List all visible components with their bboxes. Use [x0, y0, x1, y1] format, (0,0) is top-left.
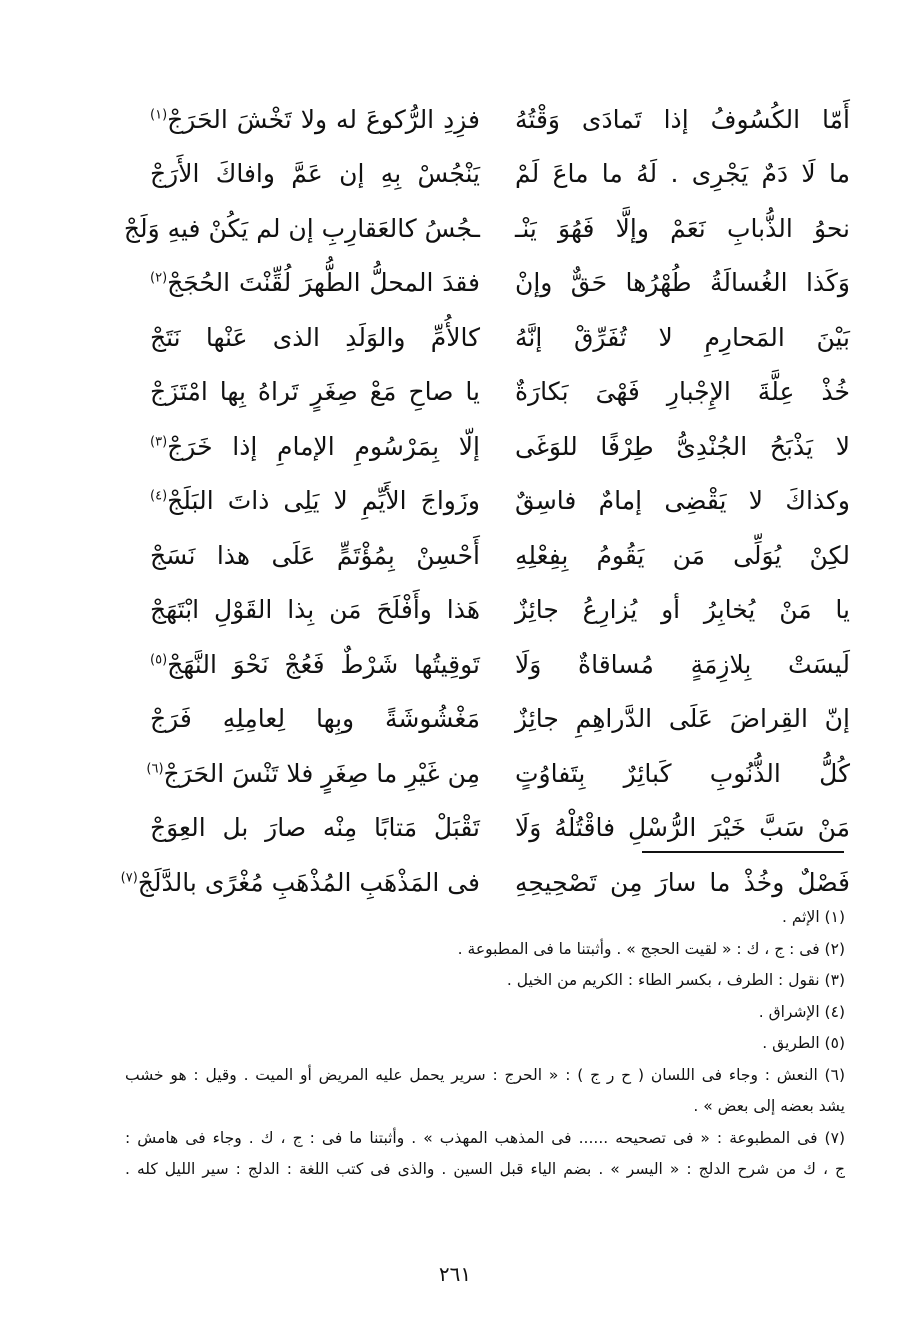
second-hemistich	[150, 431, 480, 461]
first-hemistich: إنّ القِراضَ عَلَى الدَّراهِمِ جائِزٌ	[515, 704, 850, 734]
footnote-marker: (٤)	[150, 488, 168, 504]
footnote-line: (٥) الطريق .	[762, 1034, 845, 1052]
second-hemistich	[150, 649, 480, 679]
second-hemistich-text: تَوقِيتُها شَرْطٌ فَعُجْ نَحْوَ النَّهَجْ	[167, 649, 480, 679]
second-hemistich	[150, 540, 480, 570]
second-hemistich-text: مَغْشُوشَةً وبِها لِعامِلِهِ فَرَجْ	[150, 704, 480, 734]
verse-line	[150, 474, 850, 529]
footnote-line: ج ، ك من شرح الدلج : « اليسر » . بضم الياء قبل السين . والذى فى كتب اللغة : الدلج : سير الليل كله .	[125, 1160, 845, 1178]
second-hemistich-text: تَقْبَلْ مَتابًا مِنْه صارَ بل العِوَجْ	[150, 813, 480, 843]
footnote-divider	[642, 851, 844, 853]
first-hemistich: بَيْنَ المَحارِمِ لا تُفَرِّقْ إنَّهُ	[515, 322, 850, 352]
footnote-line: يشد بعضه إلى بعض » .	[693, 1097, 845, 1115]
second-hemistich-text: هَذا وأَفْلَحَ مَن بِذا القَوْلِ ابْتَهَجْ	[150, 595, 480, 625]
verse-line	[150, 365, 850, 420]
footnote-line: (٣) نقول : الطرف ، بكسر الطاء : الكريم من الخيل .	[506, 971, 845, 989]
second-hemistich	[150, 268, 480, 298]
first-hemistich: فَصْلٌ وخُذْ ما سارَ مِن تَصْحِيحِهِ	[515, 867, 850, 897]
verse-line	[150, 801, 850, 856]
verse-line	[146, 746, 850, 801]
second-hemistich	[150, 322, 480, 352]
second-hemistich	[150, 813, 480, 843]
first-hemistich: لكِنْ يُوَلِّى مَن يَقُومُ بِفِعْلِهِ	[515, 540, 850, 570]
first-hemistich: خُذْ عِلَّةَ الإِجْبارِ فَهْىَ بَكارَةٌ	[515, 377, 850, 407]
second-hemistich	[150, 595, 480, 625]
first-hemistich: نحوُ الذُّبابِ نَعَمْ وإلَّا فَهُوَ يَنْـ	[515, 213, 850, 243]
second-hemistich-text: كالأُمِّ والوَلَدِ الذى عَنْها نَتَجْ	[150, 322, 480, 352]
second-hemistich-text: ـجُسُ كالعَقارِبِ إن لم يَكُنْ فيهِ وَلَجْ	[123, 213, 480, 243]
second-hemistich	[150, 159, 480, 189]
verse-line	[150, 310, 850, 365]
verse-line	[150, 637, 850, 692]
first-hemistich: كُلُّ الذُّنُوبِ كَبائِرٌ بِتَفاوُتٍ	[515, 758, 850, 788]
footnote-marker: (٧)	[120, 870, 138, 886]
footnote-marker: (٢)	[150, 270, 168, 286]
second-hemistich	[120, 867, 480, 897]
verse-line	[150, 256, 850, 311]
footnote-line: (٦) النعش : وجاء فى اللسان ( ح ر ج ) : « الحرج : سرير يحمل عليه المريض أو الميت . وقيل : هو خشب	[125, 1065, 845, 1084]
second-hemistich	[150, 704, 480, 734]
verse-line	[150, 147, 850, 202]
verse-line	[150, 419, 850, 474]
second-hemistich-text: فقدَ المحلُّ الطُّهرَ لُقِّنْتَ الحُجَجْ	[167, 268, 480, 298]
footnote-marker: (٣)	[150, 434, 168, 450]
first-hemistich: لا يَذْبَحُ الجُنْدِىُّ طِرْفًا للوَغَى	[515, 431, 850, 461]
second-hemistich	[123, 213, 480, 243]
footnote-line: (٢) فى : ج ، ك : « لقيت الحجج » . وأثبتنا ما فى المطبوعة .	[457, 939, 845, 958]
footnote-line: (٧) فى المطبوعة : « فى تصحيحه ...... فى المذهب المهذب » . وأثبتنا ما فى : ج ، ك . وجاء فى هامش :	[125, 1128, 845, 1147]
second-hemistich-text: مِن غَيْرِ ما صِغَرٍ فلا تَنْسَ الحَرَجْ	[163, 758, 480, 788]
footnote-marker: (١)	[150, 107, 168, 123]
second-hemistich	[146, 758, 480, 788]
second-hemistich	[150, 486, 480, 516]
second-hemistich	[150, 104, 480, 134]
footnote-line: (٤) الإشراق .	[758, 1002, 845, 1021]
verse-line	[150, 528, 850, 583]
first-hemistich: وَكَذا الغُسالَةُ طُهْرُها حَقٌّ وإنْ	[515, 268, 850, 298]
verse-line	[123, 201, 850, 256]
page-number: ٢٦١	[438, 1262, 472, 1286]
poem	[120, 92, 850, 910]
second-hemistich-text: يا صاحِ مَعْ صِغَرٍ تَراهُ بِها امْتَزَجْ	[150, 377, 480, 407]
second-hemistich-text: وزَواجَ الأَيِّمِ لا يَلِى ذاتَ البَلَجْ	[167, 486, 480, 516]
second-hemistich-text: يَنْجُسْ بِهِ إن عَمَّ وافاكَ الأَرَجْ	[150, 159, 480, 189]
first-hemistich: مَنْ سَبَّ خَيْرَ الرُّسْلِ فاقْتُلْهُ وَلَا	[515, 813, 850, 843]
first-hemistich: لَيسَتْ بِلازِمَةٍ مُساقاةٌ وَلَا	[515, 649, 850, 679]
footnote-marker: (٦)	[146, 761, 164, 777]
verse-line	[150, 692, 850, 747]
verse-line	[150, 583, 850, 638]
footnotes	[125, 902, 845, 1186]
second-hemistich-text: فى المَذْهَبِ المُذْهَبِ مُغْرًى بالدَّلَجْ	[137, 867, 480, 897]
footnote-marker: (٥)	[150, 652, 168, 668]
first-hemistich: ما لَا دَمٌ يَجْرِى . لَهُ ما ماعَ لَمْ	[515, 159, 850, 189]
second-hemistich	[150, 377, 480, 407]
second-hemistich-text: إلّا بِمَرْسُومِ الإمامِ إذا خَرَجْ	[167, 431, 480, 461]
first-hemistich: وكذاكَ لا يَقْضِى إمامٌ فاسِقٌ	[515, 486, 850, 516]
first-hemistich: يا مَنْ يُخابِرُ أو يُزارِعُ جائِزٌ	[515, 595, 850, 625]
verse-line	[150, 92, 850, 147]
second-hemistich-text: فزِدِ الرُّكوعَ له ولا تَخْشَ الحَرَجْ	[167, 104, 480, 134]
second-hemistich-text: أَحْسِنْ بِمُؤْتَمٍّ عَلَى هذا نَسَجْ	[150, 540, 480, 570]
first-hemistich: أَمّا الكُسُوفُ إذا تَمادَى وَقْتُهُ	[515, 104, 850, 134]
footnote-line: (١) الإثم .	[782, 908, 845, 926]
